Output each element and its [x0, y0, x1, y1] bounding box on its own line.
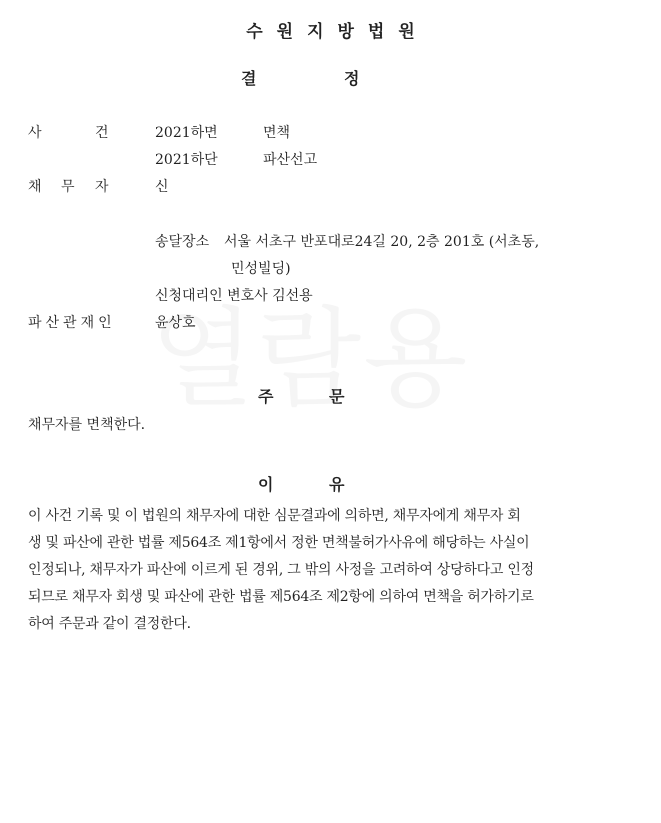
debtor-label-char1: 채 [28, 179, 42, 195]
reason-line-3: 인정되나, 채무자가 파산에 이르게 된 경위, 그 밖의 사정을 고려하여 상당하다고 인정 [28, 562, 534, 578]
debtor-name: 신 [155, 179, 169, 195]
case-number-2: 2021하단 [155, 152, 218, 168]
document-title-left: 결 [241, 69, 257, 88]
case-type-2: 파산선고 [263, 152, 318, 168]
debtor-label-char3: 자 [95, 179, 109, 195]
case-label-char2: 건 [95, 125, 109, 141]
delivery-address-line1: 서울 서초구 반포대로24길 20, 2층 201호 (서초동, [224, 234, 540, 250]
case-type-1: 면책 [263, 125, 291, 141]
reason-heading-right: 유 [329, 475, 345, 494]
reason-line-5: 하여 주문과 같이 결정한다. [28, 616, 191, 632]
reason-line-1: 이 사건 기록 및 이 법원의 채무자에 대한 심문결과에 의하면, 채무자에게 채무자 회 [28, 508, 521, 524]
reason-line-4: 되므로 채무자 회생 및 파산에 관한 법률 제564조 제2항에 의하여 면책을 허가하기로 [28, 589, 534, 605]
case-label-char1: 사 [28, 125, 42, 141]
order-heading-left: 주 [258, 387, 274, 406]
reason-heading-left: 이 [258, 475, 274, 494]
representative: 신청대리인 변호사 김선용 [155, 288, 313, 304]
document-title-right: 정 [344, 69, 360, 88]
order-heading-right: 문 [329, 387, 345, 406]
debtor-label-char2: 무 [61, 179, 75, 195]
trustee-name: 윤상호 [155, 315, 196, 331]
trustee-label: 파산관재인 [28, 315, 116, 331]
case-number-1: 2021하면 [155, 125, 218, 141]
order-text: 채무자를 면책한다. [28, 417, 146, 433]
delivery-label: 송달장소 [155, 234, 210, 250]
reason-line-2: 생 및 파산에 관한 법률 제564조 제1항에서 정한 면책불허가사유에 해당하는 사실이 [28, 535, 530, 551]
delivery-address-line2: 민성빌딩) [231, 261, 291, 277]
court-name: 수원지방법원 [246, 22, 429, 42]
